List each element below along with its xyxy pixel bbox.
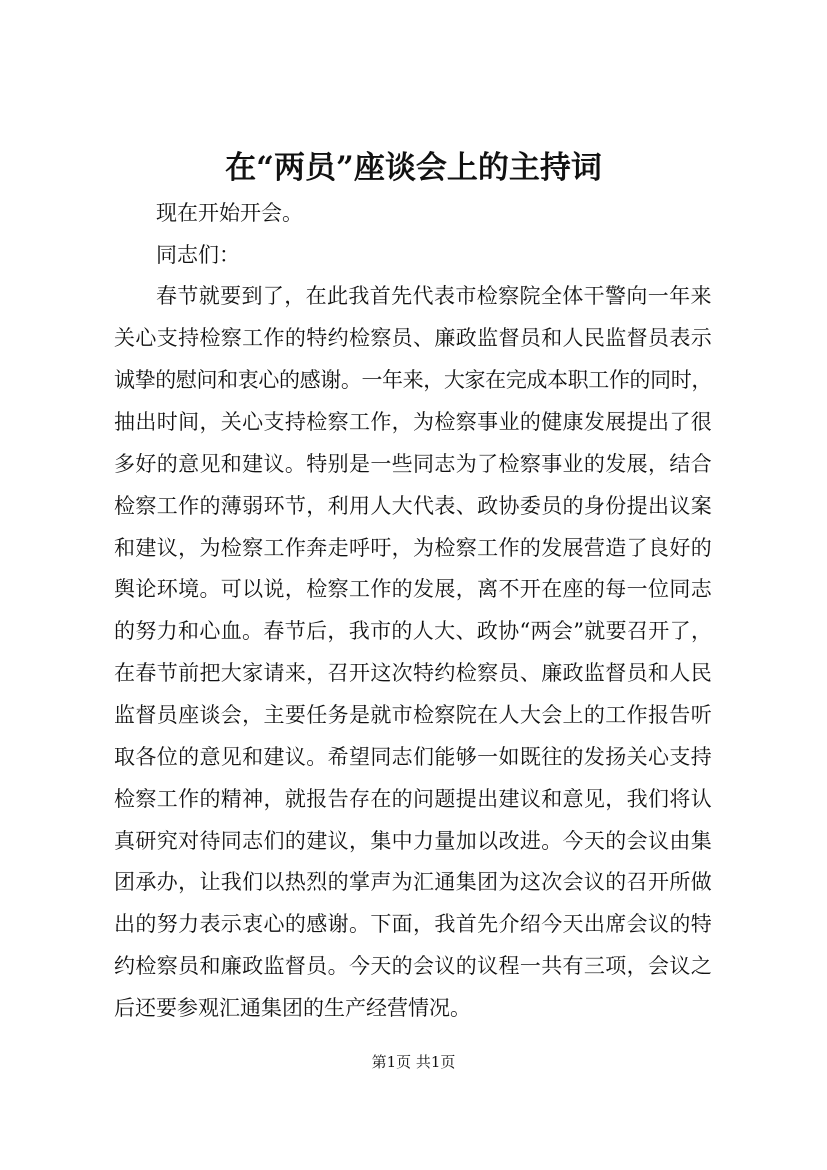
- paragraph-line: 检察工作的精神，就报告存在的问题提出建议和意见，我们将认: [114, 787, 713, 811]
- paragraph-line: 监督员座谈会，主要任务是就市检察院在人大会上的工作报告听: [114, 703, 713, 727]
- paragraph-line: 约检察员和廉政监督员。今天的会议的议程一共有三项，会议之: [114, 954, 713, 978]
- page-number-footer: 第1页 共1页: [371, 1053, 456, 1071]
- paragraph-line: 后还要参观汇通集团的生产经营情况。: [114, 996, 471, 1020]
- paragraph-line: 多好的意见和建议。特别是一些同志为了检察事业的发展，结合: [114, 452, 713, 476]
- paragraph-line: 真研究对待同志们的建议，集中力量加以改进。今天的会议由集: [114, 829, 713, 853]
- paragraph-line: 和建议，为检察工作奔走呼吁，为检察工作的发展营造了良好的: [114, 536, 713, 560]
- document-title: 在“两员”座谈会上的主持词: [225, 150, 602, 186]
- paragraph-line: 检察工作的薄弱环节，利用人大代表、政协委员的身份提出议案: [114, 494, 713, 518]
- paragraph-line: 舆论环境。可以说，检察工作的发展，离不开在座的每一位同志: [114, 577, 713, 601]
- paragraph-line: 关心支持检察工作的特约检察员、廉政监督员和人民监督员表示: [114, 326, 713, 350]
- paragraph-line: 的努力和心血。春节后，我市的人大、政协“两会”就要召开了，: [114, 619, 713, 643]
- paragraph-line: 取各位的意见和建议。希望同志们能够一如既往的发扬关心支持: [114, 745, 713, 769]
- paragraph-line: 现在开始开会。: [156, 201, 303, 225]
- paragraph-line: 在春节前把大家请来，召开这次特约检察员、廉政监督员和人民: [114, 661, 713, 685]
- paragraph-line: 抽出时间，关心支持检察工作，为检察事业的健康发展提出了很: [114, 410, 713, 434]
- paragraph-line: 春节就要到了，在此我首先代表市检察院全体干警向一年来: [156, 284, 712, 308]
- paragraph-line: 诚挚的慰问和衷心的感谢。一年来，大家在完成本职工作的同时，: [114, 368, 712, 392]
- paragraph-line: 出的努力表示衷心的感谢。下面，我首先介绍今天出席会议的特: [114, 912, 713, 936]
- paragraph-line: 同志们：: [156, 243, 240, 267]
- paragraph-line: 团承办，让我们以热烈的掌声为汇通集团为这次会议的召开所做: [114, 870, 713, 894]
